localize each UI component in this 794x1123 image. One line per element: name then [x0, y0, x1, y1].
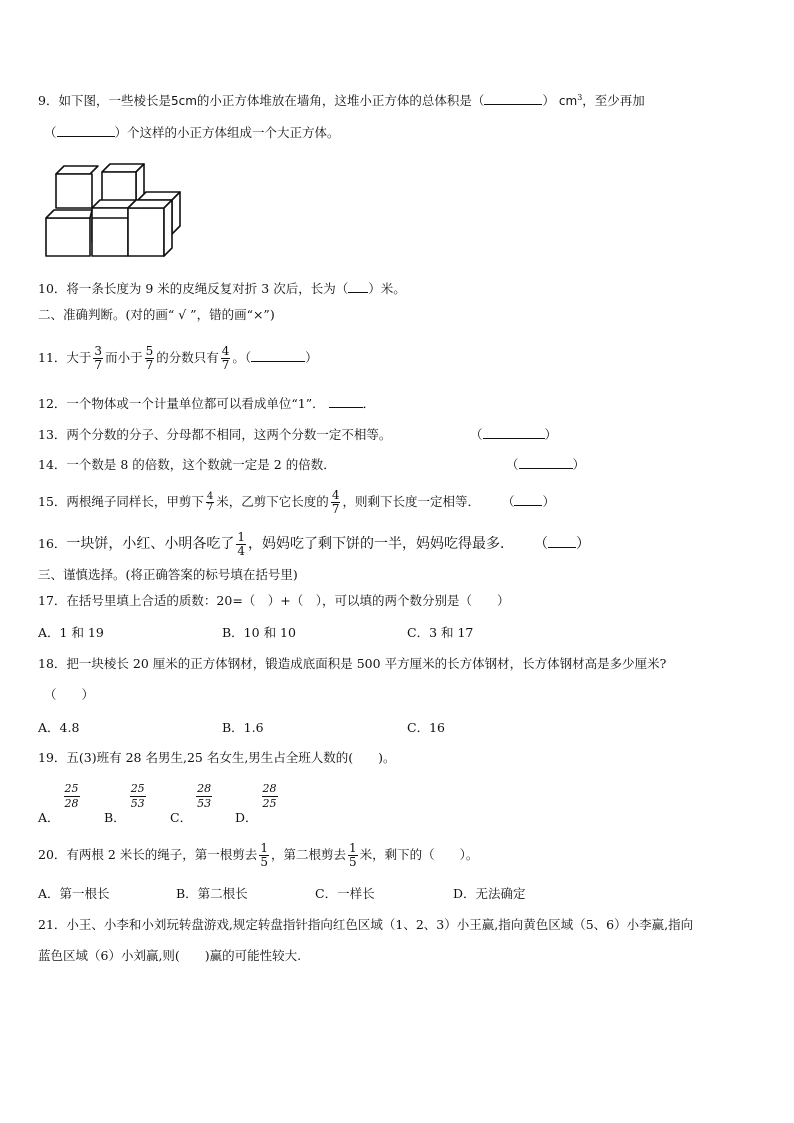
answer-blank[interactable] — [348, 280, 368, 293]
answer-blank[interactable] — [329, 395, 363, 408]
question-number: 16． — [38, 536, 67, 551]
fraction: $\frac{3}{7}$ — [94, 344, 103, 372]
answer-blank[interactable] — [483, 426, 545, 439]
option-a[interactable]: A．第一根长 — [38, 886, 110, 901]
question-21: 21．小王、小李和小刘玩转盘游戏,规定转盘指针指向红色区域（1、2、3）小王赢,指向黄色区域（5、6）小李赢,指向 — [38, 917, 694, 932]
question-10: 10．将一条长度为 9 米的皮绳反复对折 3 次后，长为（ ）米。 — [38, 281, 406, 296]
question-9: 9．如下图，一些棱长是5cm的小正方体堆放在墙角，这堆小正方体的总体积是（ ） $cm^3$，至少再加 — [38, 93, 645, 109]
answer-blank[interactable] — [519, 456, 573, 469]
fraction: $\frac{28}{25}$ — [262, 782, 277, 810]
option-b[interactable]: B．10 和 10 — [222, 625, 296, 640]
question-19: 19．五(3)班有 28 名男生,25 名女生,男生占全班人数的( )。 — [38, 750, 396, 765]
question-12: 12．一个物体或一个计量单位都可以看成单位“1”． ． — [38, 396, 376, 411]
option-a[interactable]: A．1 和 19 — [38, 625, 104, 640]
answer-blank[interactable] — [514, 493, 542, 506]
fraction: $\frac{1}{4}$ — [237, 529, 246, 558]
question-14: 14．一个数是 8 的倍数，这个数就一定是 2 的倍数． — [38, 457, 336, 472]
fraction: $\frac{4}{7}$ — [221, 344, 230, 372]
option-b[interactable]: B． $\frac{25}{53}$ — [104, 782, 145, 825]
question-9-line2: （ ）个这样的小正方体组成一个大正方体。 — [44, 125, 340, 140]
answer-blank[interactable] — [251, 349, 305, 362]
fraction: $\frac{25}{28}$ — [64, 782, 79, 810]
question-11: 11．大于 $\frac{3}{7}$ 而小于 $\frac{5}{7}$ 的分数只有 $\frac{4}{7}$ 。（ ） — [38, 344, 318, 372]
option-d[interactable]: D．无法确定 — [453, 886, 526, 901]
option-b[interactable]: B．第二根长 — [176, 886, 248, 901]
fraction: $\frac{4}{7}$ — [206, 491, 214, 513]
answer-blank[interactable] — [484, 92, 542, 105]
fraction: $\frac{25}{53}$ — [130, 782, 145, 810]
option-c[interactable]: C．16 — [407, 720, 445, 735]
question-21-line2: 蓝色区域（6）小刘赢,则( )赢的可能性较大. — [38, 948, 302, 963]
option-a[interactable]: A．4.8 — [38, 720, 80, 735]
question-number: 13． — [38, 427, 67, 442]
question-20: 20．有两根 2 米长的绳子，第一根剪去 $\frac{1}{5}$ ，第二根剪去 $\frac{1}{5}$ 米，剩下的（ ）。 — [38, 841, 479, 869]
question-number: 20． — [38, 847, 67, 862]
question-number: 18． — [38, 656, 67, 671]
option-a[interactable]: A． $\frac{25}{28}$ — [38, 782, 79, 825]
option-d[interactable]: D． $\frac{28}{25}$ — [235, 782, 277, 825]
option-c[interactable]: C．3 和 17 — [407, 625, 474, 640]
fraction: $\frac{4}{7}$ — [331, 488, 340, 516]
question-number: 14． — [38, 457, 67, 472]
question-18-answer[interactable]: （ ） — [44, 687, 95, 702]
question-15: 15．两根绳子同样长，甲剪下 $\frac{4}{7}$ 米，乙剪下它长度的 $\frac{4}{7}$ ，则剩下长度一定相等． （ ） — [38, 488, 555, 516]
question-number: 10． — [38, 281, 67, 296]
question-number: 12． — [38, 396, 67, 411]
question-13-answer: （ ） — [470, 427, 558, 442]
question-14-answer: （ ） — [506, 457, 586, 472]
question-number: 19． — [38, 750, 67, 765]
question-number: 17． — [38, 593, 67, 608]
question-17: 17．在括号里填上合适的质数：20=（ ）+（ ），可以填的两个数分别是（ ） — [38, 593, 510, 608]
fraction: $\frac{1}{5}$ — [348, 841, 357, 869]
question-13: 13．两个分数的分子、分母都不相同，这两个分数一定不相等。 — [38, 427, 392, 442]
answer-blank[interactable] — [57, 124, 115, 137]
question-18: 18．把一块棱长 20 厘米的正方体钢材，锻造成底面积是 500 平方厘米的长方体钢材，长方体钢材高是多少厘米? — [38, 656, 667, 671]
section-3-title: 三、谨慎选择。(将正确答案的标号填在括号里) — [38, 567, 298, 582]
option-c[interactable]: C． $\frac{28}{53}$ — [170, 782, 212, 825]
question-16: 16．一块饼，小红、小明各吃了 $\frac{1}{4}$ ，妈妈吃了剩下饼的一半，妈妈吃得最多． （ ） — [38, 529, 591, 558]
question-number: 9． — [38, 93, 59, 109]
question-number: 21． — [38, 917, 67, 932]
option-c[interactable]: C．一样长 — [315, 886, 375, 901]
fraction: $\frac{5}{7}$ — [145, 344, 154, 372]
question-number: 11． — [38, 350, 67, 365]
answer-blank[interactable] — [548, 535, 576, 548]
section-2-title: 二、准确判断。(对的画“ √ ”，错的画“×”) — [38, 307, 275, 322]
cube-stack-figure — [44, 160, 186, 262]
fraction: $\frac{1}{5}$ — [260, 841, 268, 869]
fraction: $\frac{28}{53}$ — [197, 782, 212, 810]
question-number: 15． — [38, 494, 67, 509]
option-b[interactable]: B．1.6 — [222, 720, 264, 735]
